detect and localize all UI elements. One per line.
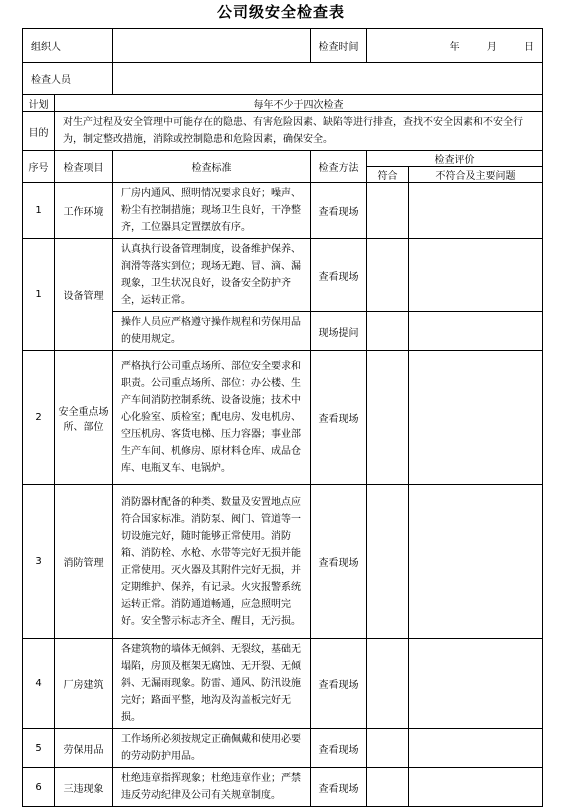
row-nonconform-cell[interactable] (409, 312, 543, 351)
table-row (23, 639, 543, 729)
row-item: 工作环境 (55, 183, 113, 239)
row-seq: 3 (23, 485, 55, 639)
inspectors-field[interactable] (113, 63, 543, 95)
row-standard: 消防器材配备的种类、数量及安置地点应符合国家标准。消防泵、阀门、管道等一切设施完好，随时能够正常使用。消防箱、消防栓、水枪、水带等完好无损并能正常使用。灭火器及其附件完好无损，并定期维护、保养，有记录。火灾报警系统运转正常。消防通道畅通，应急照明完好。安全警示标志齐全、醒目，无污损。 (113, 485, 311, 639)
row-nonconform-cell[interactable] (409, 729, 543, 768)
row-conform-cell[interactable] (367, 485, 409, 639)
time-label: 检查时间 (311, 29, 367, 63)
row-seq: 6 (23, 768, 55, 807)
row-nonconform-cell[interactable] (409, 639, 543, 729)
row-method: 现场提问 (311, 312, 367, 351)
row-method: 查看现场 (311, 639, 367, 729)
row-conform-cell[interactable] (367, 729, 409, 768)
col-conform-header: 符合 (367, 167, 409, 183)
row-conform-cell[interactable] (367, 312, 409, 351)
date-field[interactable]: 年 月 日 (367, 29, 543, 63)
col-evaluation-header: 检查评价 (367, 151, 543, 167)
row-item: 安全重点场所、部位 (55, 351, 113, 485)
table-row (23, 351, 543, 485)
page-title: 公司级安全检查表 (216, 3, 345, 21)
row-item: 厂房建筑 (55, 639, 113, 729)
row-conform-cell[interactable] (367, 351, 409, 485)
row-method: 查看现场 (311, 239, 367, 312)
inspectors-label: 检查人员 (23, 63, 113, 95)
row-conform-cell[interactable] (367, 639, 409, 729)
row-standard: 各建筑物的墙体无倾斜、无裂纹，基础无塌陷，房顶及框架无腐蚀、无开裂、无倾斜、无漏雨现象。防雷、通风、防汛设施完好；路面平整，地沟及沟盖板完好无损。 (113, 639, 311, 729)
row-seq: 5 (23, 729, 55, 768)
row-seq: 1 (23, 239, 55, 351)
purpose-text: 对生产过程及安全管理中可能存在的隐患、有害危险因素、缺陷等进行排查，查找不安全因素和不安全行为，制定整改措施，消除或控制隐患和危险因素，确保安全。 (55, 112, 543, 151)
row-standard: 厂房内通风、照明情况要求良好；噪声、粉尘有控制措施；现场卫生良好，干净整齐，工位器具定置摆放有序。 (113, 183, 311, 239)
col-standard-header: 检查标准 (113, 151, 311, 183)
row-seq: 4 (23, 639, 55, 729)
col-method-header: 检查方法 (311, 151, 367, 183)
row-item: 消防管理 (55, 485, 113, 639)
col-nonconform-header: 不符合及主要问题 (409, 167, 543, 183)
inspection-table (22, 28, 543, 807)
row-method: 查看现场 (311, 768, 367, 807)
row-nonconform-cell[interactable] (409, 485, 543, 639)
row-item: 设备管理 (55, 239, 113, 351)
row-item: 三违现象 (55, 768, 113, 807)
purpose-label: 目的 (23, 112, 55, 151)
row-conform-cell[interactable] (367, 183, 409, 239)
row-standard: 操作人员应严格遵守操作规程和劳保用品的使用规定。 (113, 312, 311, 351)
plan-label: 计划 (23, 95, 55, 112)
row-item: 劳保用品 (55, 729, 113, 768)
row-seq: 2 (23, 351, 55, 485)
col-seq-header: 序号 (23, 151, 55, 183)
row-seq: 1 (23, 183, 55, 239)
row-method: 查看现场 (311, 485, 367, 639)
row-method: 查看现场 (311, 729, 367, 768)
table-row (23, 239, 543, 312)
table-row (23, 768, 543, 807)
organizer-field[interactable] (113, 29, 311, 63)
row-method: 查看现场 (311, 183, 367, 239)
row-nonconform-cell[interactable] (409, 351, 543, 485)
table-row (23, 485, 543, 639)
row-nonconform-cell[interactable] (409, 239, 543, 312)
row-standard: 认真执行设备管理制度，设备维护保养、润滑等落实到位；现场无跑、冒、滴、漏现象，卫生状况良好，设备安全防护齐全，运转正常。 (113, 239, 311, 312)
row-nonconform-cell[interactable] (409, 768, 543, 807)
row-nonconform-cell[interactable] (409, 183, 543, 239)
row-standard: 工作场所必须按规定正确佩戴和使用必要的劳动防护用品。 (113, 729, 311, 768)
plan-text: 每年不少于四次检查 (55, 95, 543, 112)
row-conform-cell[interactable] (367, 768, 409, 807)
row-standard: 严格执行公司重点场所、部位安全要求和职责。公司重点场所、部位：办公楼、生产车间消防控制系统、设备设施；技术中心化验室、质检室；配电房、发电机房、空压机房、客货电梯、压力容器；事业部生产车间、机修房、原材料仓库、成品仓库、电瓶叉车、电锅炉。 (113, 351, 311, 485)
row-standard: 杜绝违章指挥现象；杜绝违章作业；严禁违反劳动纪律及公司有关规章制度。 (113, 768, 311, 807)
organizer-label: 组织人 (23, 29, 113, 63)
row-conform-cell[interactable] (367, 239, 409, 312)
table-row (23, 183, 543, 239)
col-item-header: 检查项目 (55, 151, 113, 183)
table-row (23, 729, 543, 768)
row-method: 查看现场 (311, 351, 367, 485)
